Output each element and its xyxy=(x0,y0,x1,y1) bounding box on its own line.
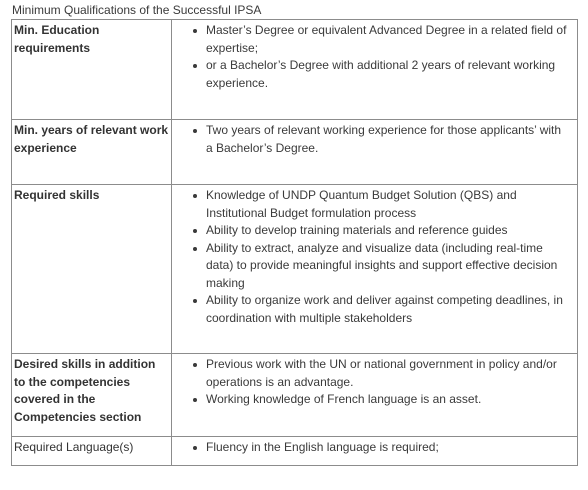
row-label-languages: Required Language(s) xyxy=(12,437,172,466)
list-item: Two years of relevant working experience for those applicants’ with a Bachelor’s Degree. xyxy=(206,122,571,157)
row-content-desired-skills xyxy=(172,354,578,437)
bullet-list-required-skills xyxy=(172,187,571,327)
table-row-education xyxy=(12,20,578,120)
list-item: Master’s Degree or equivalent Advanced Degree in a related field of expertise; xyxy=(206,22,571,57)
row-label-education: Min. Education requirements xyxy=(12,20,172,120)
row-label-experience: Min. years of relevant work experience xyxy=(12,120,172,185)
list-item: Ability to develop training materials and reference guides xyxy=(206,222,571,240)
table-caption: Minimum Qualifications of the Successful IPSA xyxy=(12,3,262,17)
qualifications-table xyxy=(11,19,578,466)
table-row-languages xyxy=(12,437,578,466)
table-row-required-skills xyxy=(12,185,578,354)
list-item: Knowledge of UNDP Quantum Budget Solution (QBS) and Institutional Budget formulation process xyxy=(206,187,571,222)
row-content-experience xyxy=(172,120,578,185)
row-content-required-skills xyxy=(172,185,578,354)
row-content-education xyxy=(172,20,578,120)
row-label-desired-skills: Desired skills in addition to the competencies covered in the Competencies section xyxy=(12,354,172,437)
list-item: or a Bachelor’s Degree with additional 2 years of relevant working experience. xyxy=(206,57,571,92)
table-row-desired-skills xyxy=(12,354,578,437)
bullet-list-education xyxy=(172,22,571,92)
bullet-list-desired-skills xyxy=(172,356,571,409)
list-item: Ability to extract, analyze and visualize data (including real-time data) to provide meaningful insights and support effective decision making xyxy=(206,240,571,293)
list-item: Ability to organize work and deliver against competing deadlines, in coordination with multiple stakeholders xyxy=(206,292,571,327)
table-row-experience xyxy=(12,120,578,185)
bullet-list-experience xyxy=(172,122,571,157)
list-item: Fluency in the English language is required; xyxy=(206,439,571,457)
list-item: Working knowledge of French language is an asset. xyxy=(206,391,571,409)
list-item: Previous work with the UN or national government in policy and/or operations is an advantage. xyxy=(206,356,571,391)
row-label-required-skills: Required skills xyxy=(12,185,172,354)
bullet-list-languages xyxy=(172,439,571,457)
row-content-languages xyxy=(172,437,578,466)
